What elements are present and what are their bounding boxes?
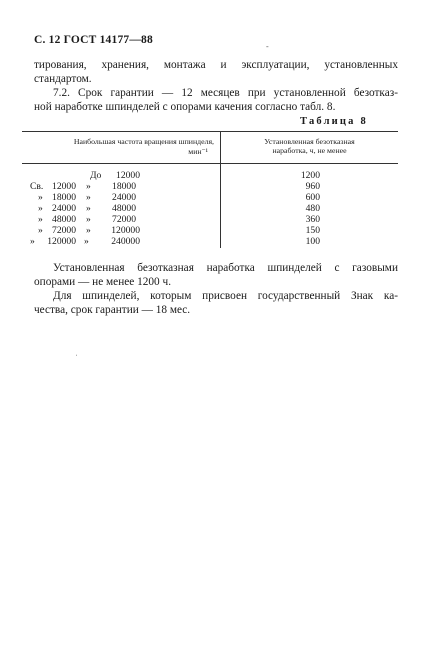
- row-2-prefix: »: [38, 192, 43, 203]
- paragraph-2-line-2: ной наработке шпинделей с опорами качения согласно табл. 8.: [34, 101, 336, 113]
- row-4-prefix: »: [38, 214, 43, 225]
- paragraph-3-line-1: Установленная безотказная наработка шпинделей с газовыми: [53, 262, 398, 274]
- scan-mark: -: [266, 42, 269, 51]
- scan-mark: ˌ: [75, 347, 78, 356]
- row-3-separator: »: [86, 203, 91, 214]
- row-5-value: 150: [305, 225, 320, 236]
- paragraph-1-line-2: стандартом.: [34, 73, 92, 85]
- row-1-prefix: Св.: [30, 181, 44, 192]
- row-5-to: 120000: [111, 225, 140, 236]
- row-0-value: 1200: [300, 170, 320, 181]
- row-1-value: 960: [305, 181, 320, 192]
- row-4-from-value: 48000: [52, 214, 76, 225]
- table-header-rule: [22, 163, 398, 164]
- row-3-prefix: »: [38, 203, 43, 214]
- row-6-prefix: »: [30, 236, 35, 247]
- row-6-separator: »: [84, 236, 89, 247]
- row-4-value: 360: [305, 214, 320, 225]
- row-6-to: 240000: [111, 236, 140, 247]
- paragraph-4-line-1: Для шпинделей, которым присвоен государственный Знак ка-: [53, 290, 398, 302]
- row-0-from: До: [90, 170, 102, 181]
- row-5-from-value: 72000: [52, 225, 76, 236]
- row-3-to: 48000: [112, 203, 136, 214]
- row-1-separator: »: [86, 181, 91, 192]
- paragraph-2-line-1: 7.2. Срок гарантии — 12 месяцев при установленной безотказ-: [53, 87, 398, 99]
- row-2-value: 600: [305, 192, 320, 203]
- table-caption: Таблица 8: [300, 116, 368, 127]
- row-4-to: 72000: [112, 214, 136, 225]
- row-5-prefix: »: [38, 225, 43, 236]
- row-0-from-value: 12000: [116, 170, 140, 181]
- row-1-from-value: 12000: [52, 181, 76, 192]
- table-top-rule: [22, 131, 398, 132]
- row-6-value: 100: [305, 236, 320, 247]
- paragraph-4-line-2: чества, срок гарантии — 18 мес.: [34, 304, 191, 316]
- col1-header-line-2: мин⁻¹: [188, 147, 208, 156]
- col2-header-line-2: наработка, ч, не менее: [272, 146, 347, 155]
- page-header: С. 12 ГОСТ 14177—88: [34, 34, 153, 46]
- row-2-from-value: 18000: [52, 192, 76, 203]
- paragraph-1-line-1: тирования, хранения, монтажа и эксплуатации, установленных: [34, 59, 398, 71]
- row-5-separator: »: [86, 225, 91, 236]
- row-1-to: 18000: [112, 181, 136, 192]
- row-3-from-value: 24000: [52, 203, 76, 214]
- row-2-to: 24000: [112, 192, 136, 203]
- row-4-separator: »: [86, 214, 91, 225]
- row-6-from-value: 120000: [47, 236, 76, 247]
- row-3-value: 480: [305, 203, 320, 214]
- row-2-separator: »: [86, 192, 91, 203]
- col1-header-line-1: Наибольшая частота вращения шпинделя,: [73, 137, 214, 146]
- paragraph-3-line-2: опорами — не менее 1200 ч.: [34, 276, 172, 288]
- col2-header-line-1: Установленная безотказная: [264, 137, 355, 146]
